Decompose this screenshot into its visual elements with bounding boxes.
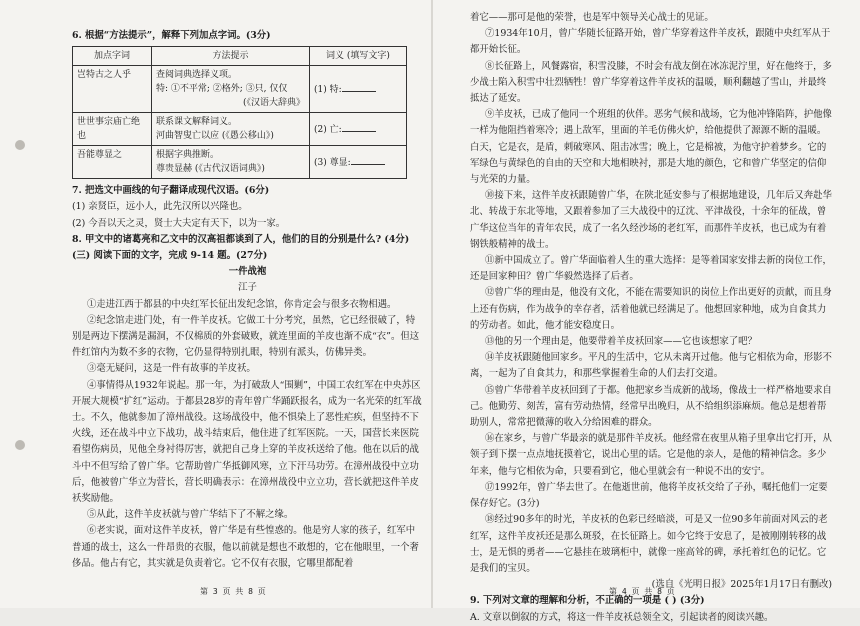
article-paragraph: ⑯在家乡，与曾广华最亲的就是那件羊皮袄。他经常在夜里从箱子里拿出它打开，从领子到下摆一点点地抚摸着它，说出心里的话。它是他的亲人，是他的精神信念。多少年来，他与它相依为命，只要看到它，他心里就会有一种说不出的安宁。	[470, 433, 832, 477]
question-7-item: (1) 亲贤臣，远小人，此先汉所以兴隆也。	[72, 201, 248, 213]
answer-blank[interactable]	[342, 81, 376, 92]
question-9-option: A. 文章以倒叙的方式，将这一件羊皮袄总领全文，引起读者的阅读兴趣。	[470, 611, 774, 623]
answer-cell	[310, 113, 407, 146]
question-9: 9. 下列对文章的理解和分析，不正确的一项是 ( ) (3分)	[470, 595, 705, 607]
page-number: 第 4 页 共 8 页	[609, 586, 675, 596]
article-paragraph: ⑦1934年10月，曾广华随长征路开始，曾广华穿着这件羊皮袄，跟随中央红军从于都开始长征。	[470, 28, 831, 56]
table-cell	[152, 146, 310, 179]
table-header: 加点字词	[73, 47, 152, 66]
article-paragraph: ⑫曾广华的理由是，他没有文化，不能在需要知识的岗位上作出更好的贡献，而且身上还有伤病，作为战争的幸存者，活着他就已经满足了。他想回家种地，成为自食其力的劳动者。如此，他才能安稳度日。	[470, 287, 832, 331]
page-3	[0, 0, 431, 608]
article-paragraph: ⑩接下来，这件羊皮袄跟随曾广华，在陕北延安参与了根据地建设，几年后又奔赴华北、转战于东北等地，又跟着参加了三大战役中的辽沈、平津战役，十余年的征战，曾广华这位当年的青年农民，成了一名久经沙场的老红军，而那件羊皮袄，也已成为有着钢铁般精神的战士。	[470, 190, 832, 250]
answer-label: (1) 特:	[314, 85, 342, 96]
method-line: 联系课文解释词义。	[156, 117, 238, 128]
method-line: 河曲智叟亡以应 (《愚公移山》)	[156, 131, 274, 142]
table-cell	[152, 113, 310, 146]
method-line: (《汉语大辞典》	[242, 98, 305, 109]
table-row	[73, 146, 407, 179]
question-8: 8. 甲文中的诸葛亮和乙文中的汉高祖都谈到了人，他们的目的分别是什么? (4分)	[72, 233, 410, 245]
table-row	[73, 66, 407, 113]
method-line: 尊贵显赫 (《古代汉语词典》)	[156, 164, 265, 175]
table-header: 方法提示	[152, 47, 310, 66]
method-table	[72, 46, 407, 179]
question-7: 7. 把选文中画线的句子翻译成现代汉语。(6分)	[72, 185, 270, 197]
article-paragraph: ③毫无疑问，这是一件有故事的羊皮袄。	[87, 363, 256, 375]
article-author: 江子	[238, 282, 257, 294]
table-cell: 岂特古之人乎	[73, 66, 152, 113]
article-paragraph: ①走进江西于都县的中央红军长征出发纪念馆，你肯定会与很多衣物相遇。	[87, 298, 397, 310]
article-paragraph: ④事情得从1932年说起。那一年，为打破敌人“围剿”，中国工农红军在中央苏区开展大规模“扩红”运动。于都县28岁的青年曾广华踊跃报名，成为一名光荣的红军战士。不久，他就参加了漳州战役。这场战役中，他不惧染上了恶性疟疾，但坚持不下火线，还在战斗中立下战功，战斗结束后，他住进了红军医院。一天，国营长来医院看望伤病员，见他全身衬得厉害，就把自己身上穿的羊皮袄送给了他。他在以后的战斗中不但写给了曾广华。它帮助曾广华抵御风寒，立下汗马功劳。在漳州战役中立功后，他被曾广华立为营长，营长明确表示：在漳州战役中立立功，营长就把这件羊皮袄奖励他。	[72, 379, 422, 505]
answer-blank[interactable]	[351, 154, 385, 165]
article-paragraph: ⑱经过90多年的时光，羊皮袄的色彩已经暗淡，可是又一位90多年前面对风云的老红军，这件羊皮袄还是那么斑驳，在长征路上。如今它终于安息了，是被刚刚转移的战士，是无惧的勇者——它悬挂在玻璃柜中，就像一座高耸的碑，承托着红色的记忆。它是我们的宝贝。	[470, 514, 828, 574]
answer-label: (3) 尊显:	[314, 158, 351, 169]
source-note: (选自《光明日报》2025年1月17日有删改)	[651, 579, 832, 591]
article-paragraph: ⑥老实说，面对这件羊皮袄，曾广华是有些惶惑的。他是穷人家的孩子，红军中普通的战士，这么一件昂贵的衣服，他以前就是想也不敢想的，它在他眼里，一个奢侈品。他占有它，其实就是负责着它。它不仅有衣服，它哪里都配着	[72, 525, 419, 569]
method-line: 查阅词典选择义项。	[156, 70, 238, 81]
section-3-heading: (三) 阅读下面的文字，完成 9-14 题。(27分)	[72, 250, 268, 262]
table-row	[73, 113, 407, 146]
binder-hole	[15, 140, 25, 150]
table-header: 词义 (填写文字)	[310, 47, 407, 66]
answer-cell	[310, 66, 407, 113]
article-paragraph: ⑬他的另一个理由是，他要带着羊皮袄回家——它也该想家了吧？	[485, 336, 757, 348]
question-7-item: (2) 今吾以天之灵，贤士大夫定有天下，以为一家。	[72, 217, 286, 229]
binder-hole	[15, 440, 25, 450]
table-cell: 世世事宗庙亡绝也	[73, 113, 152, 146]
article-paragraph: ⑭羊皮袄跟随他回家乡。平凡的生活中，它从未离开过他。他与它相依为命，形影不离，一起为了自食其力，和那些掌握着生命的人们去打交道。	[470, 352, 832, 380]
article-paragraph: ②纪念馆走进门处，有一件羊皮袄。它做工十分考究，虽然，它已经很破了，特别是两边下摆满是漏洞，不仅棉质的外套破败，就连里面的羊皮也渐不成“衣”。但这件红馆内为数不多的衣物，它仍显得特别扎眼，特别有派头，仿佛异类。	[72, 314, 420, 359]
answer-blank[interactable]	[342, 121, 376, 132]
article-paragraph: ⑤从此，这件羊皮袄就与曾广华结下了不解之缘。	[87, 509, 294, 521]
article-paragraph: ⑨羊皮袄，已成了他同一个班组的伙伴。恶劣气候和战场，它为他冲锋陷阵，护他像一样为他阻挡着寒冷；遇上敌军，里面的羊毛仿佛火炉，给他提供了源源不断的温暖。白天，它是衣，是盾，刺破寒风、阻击冰雪；晚上，它是棉被，为他守护着梦乡。它的军绿色与黄绿色的自由的天空和大地相映衬，那是大地的颜色，它和曾广华坚定的信仰与光荣的力量。	[470, 109, 832, 186]
article-paragraph: ⑮曾广华带着羊皮袄回到了于都。他把家乡当成新的战场，像战士一样严格地要求自己。他勤劳、刻苦，富有劳动热情，经常早出晚归，从不给组织添麻烦。他总是想着帮助别人，常常把微薄的收入分给困难的群众。	[470, 384, 832, 429]
method-line: 特: ①不平常; ②格外; ③只, 仅仅	[156, 84, 288, 95]
table-cell	[152, 66, 310, 113]
article-paragraph: ⑪新中国成立了。曾广华面临着人生的重大选择：是等着国家安排去新的岗位工作，还是回家种田？曾广华毅然选择了后者。	[470, 255, 832, 283]
article-title: 一件战袍	[228, 266, 267, 278]
method-line: 根据字典推断。	[156, 150, 220, 161]
page-number: 第 3 页 共 8 页	[200, 586, 266, 596]
article-paragraph: ⑧长征路上，风餐露宿，积雪没膝，不时会有战友倒在冰冻泥泞里，好在他终于，多少战士陷入积雪中壮烈牺牲！曾广华穿着这件羊皮袄的温暖，顺利翻越了雪山，并最终抵达了延安。	[470, 60, 832, 105]
answer-cell	[310, 146, 407, 179]
answer-label: (2) 亡:	[314, 125, 342, 136]
table-cell: 吾能尊显之	[73, 146, 152, 179]
article-paragraph: 着它——那可是他的荣誉，也是军中领导关心战士的见证。	[470, 12, 714, 23]
question-6: 6. 根据“方法提示”，解释下列加点字词。(3分)	[72, 30, 271, 41]
article-paragraph: ⑰1992年，曾广华去世了。在他逝世前，他将羊皮袄交给了子孙，嘱托他们一定要保存好它。(3分)	[470, 481, 828, 510]
page-4	[433, 0, 860, 623]
